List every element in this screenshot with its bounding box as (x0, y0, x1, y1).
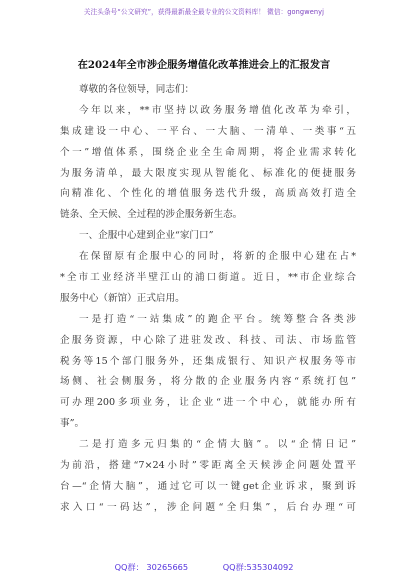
body-line: 税务等15个部门服务外，还集成银行、知识产权服务等市 (60, 355, 356, 367)
document-body (60, 80, 356, 519)
body-line: *全市工业经济半壁江山的浦口街道。近日，**市企业综合 (60, 272, 356, 284)
body-line: 事”。 (60, 418, 85, 430)
body-line: 向精准化、个性化的增值服务迭代升级，高质高效打造全 (60, 188, 356, 200)
footer-qq-group-2: QQ群:535304092 (222, 562, 294, 572)
body-line: 个一”增值体系，围绕企业全生命周期，将企业需求转化 (60, 146, 356, 158)
document-title: 在2024年全市涉企服务增值化改革推进会上的汇报发言 (77, 59, 331, 71)
header-banner: 关注头条号“公文研究”，获得最新最全最专业的公文资料库！ 微信：gongwenyj (83, 8, 325, 16)
footer (0, 562, 408, 573)
body-line: 二是打造多元归集的“企情大脑”。以“企情日记” (79, 439, 356, 451)
body-line: 场侧、社会侧服务，将分散的企业服务内容“系统打包” (60, 376, 356, 388)
body-line: 求入口“一码达”，涉企问题“全归集”，后台办理“可 (60, 501, 356, 513)
body-line: 企服务资源，中心除了进驻发改、科技、司法、市场监管 (60, 334, 356, 346)
body-line: 服务中心（新馆）正式启用。 (60, 292, 185, 304)
body-line: 一是打造“一站集成”的跑企平台。统筹整合各类涉 (79, 313, 356, 325)
body-line: 一、企服中心建到企业“家门口” (79, 230, 214, 242)
body-line: 链条、全天候、全过程的涉企服务新生态。 (60, 209, 243, 221)
body-line: 在保留原有企服中心的同时，将新的企服中心建在占* (79, 251, 356, 263)
footer-qq-group-1: QQ群： 30265665 (114, 562, 189, 572)
body-line: 尊敬的各位领导，同志们： (79, 84, 195, 95)
body-line: 为前沿，搭建“7×24小时”零距离全天候涉企问题处置平 (60, 460, 356, 472)
body-line: 为服务清单，最大限度实现从智能化、标准化的便捷服务 (60, 167, 356, 179)
body-line: 可办理200多项业务，让企业“进一个中心，就能办所有 (60, 397, 356, 409)
body-line: 台—“企情大脑”，通过它可以一键get企业诉求，聚到诉 (60, 480, 356, 492)
body-line: 集成建设一中心、一平台、一大脑、一清单、一类事“五 (60, 125, 356, 137)
body-line: 今年以来，**市坚持以政务服务增值化改革为牵引， (79, 104, 356, 116)
